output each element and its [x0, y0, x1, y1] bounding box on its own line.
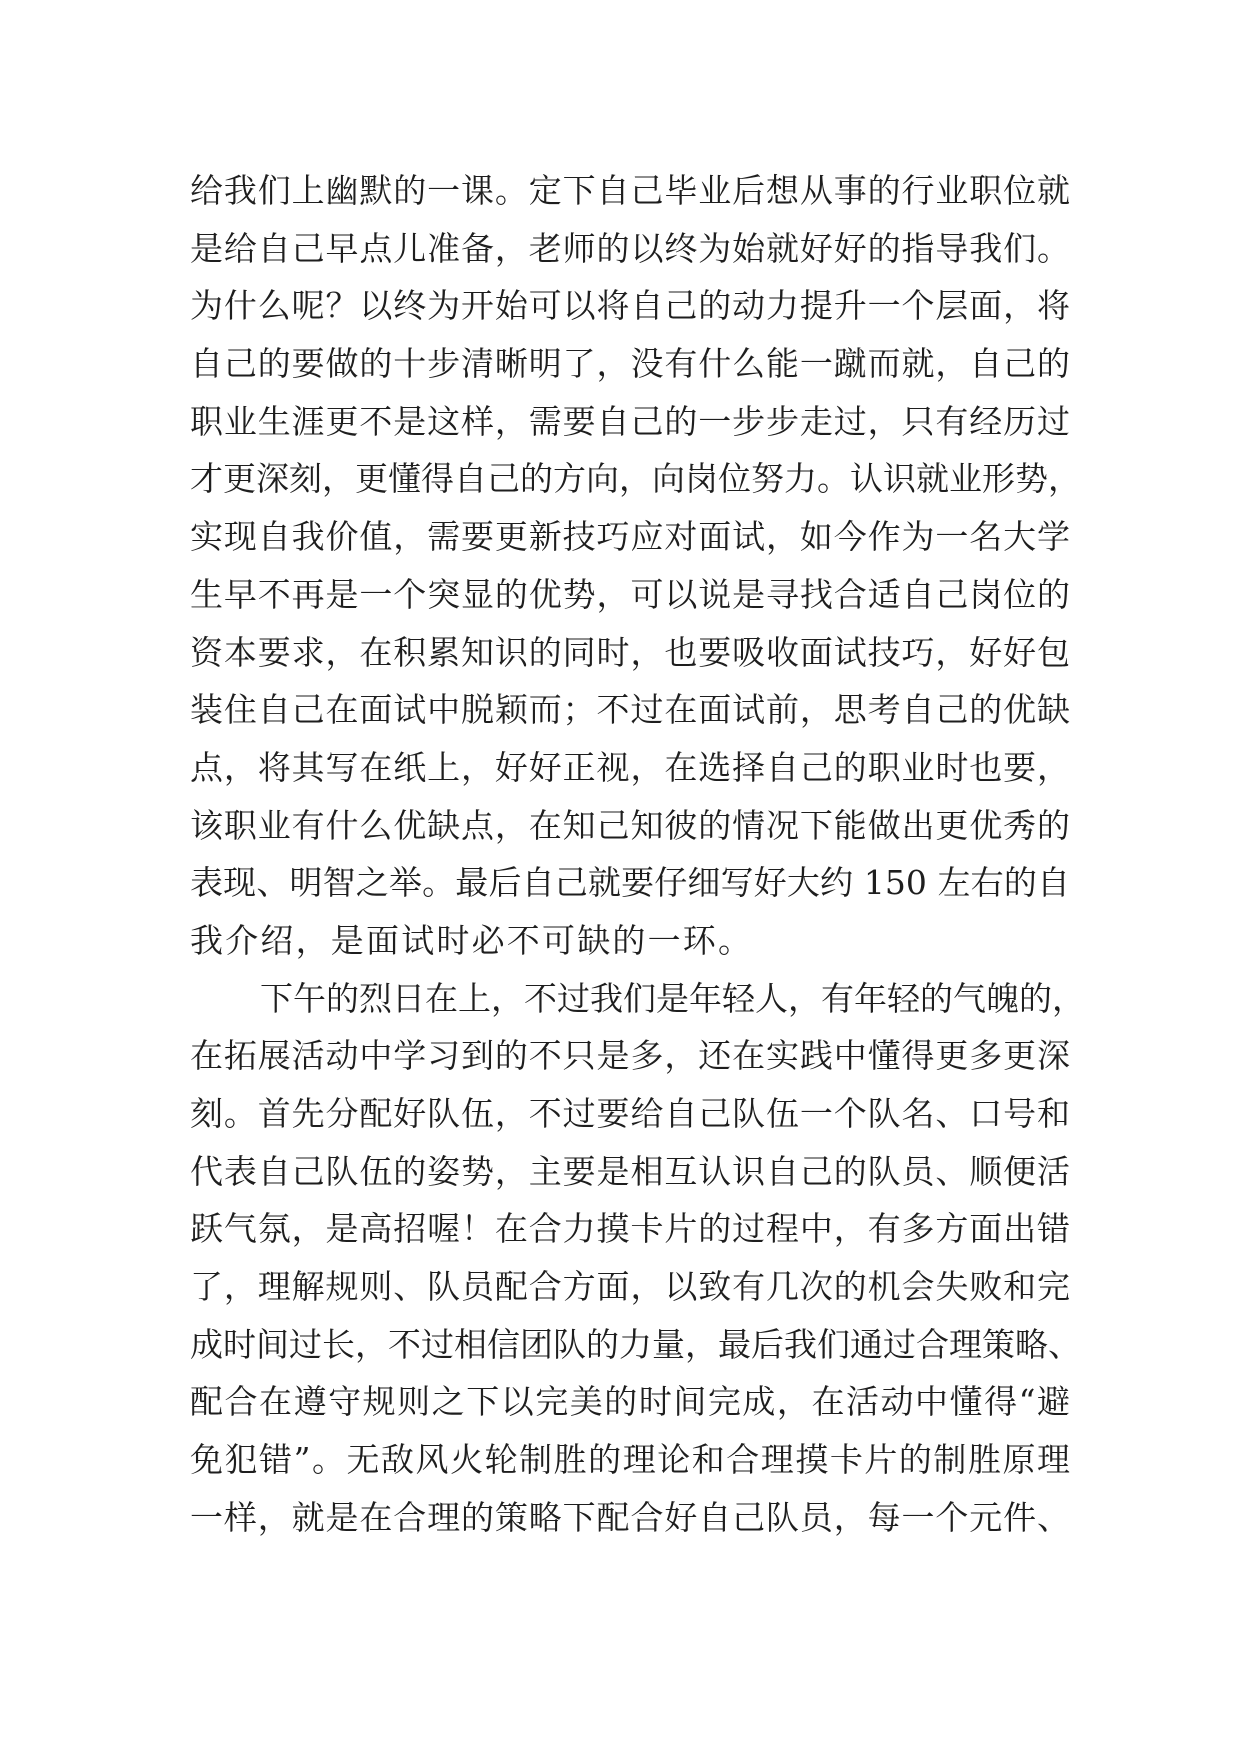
text-line: 资本要求，在积累知识的同时，也要吸收面试技巧，好好包	[190, 632, 1070, 672]
text-line: 成时间过长，不过相信团队的力量，最后我们通过合理策略、	[190, 1324, 1081, 1364]
paragraph-start-line: 下午的烈日在上，不过我们是年轻人，有年轻的气魄的，	[260, 978, 1085, 1018]
text-line: 刻。首先分配好队伍，不过要给自己队伍一个队名、口号和	[190, 1094, 1070, 1133]
text-line: 职业生涯更不是这样，需要自己的一步步走过，只有经历过	[190, 401, 1070, 441]
text-line: 了，理解规则、队员配合方面，以致有几次的机会失败和完	[190, 1267, 1070, 1307]
text-line: 代表自己队伍的姿势，主要是相互认识自己的队员、顺便活	[190, 1151, 1070, 1191]
text-line: 给我们上幽默的一课。定下自己毕业后想从事的行业职位就	[190, 171, 1070, 210]
text-line: 免犯错”。无敌风火轮制胜的理论和合理摸卡片的制胜原理	[190, 1440, 1070, 1480]
text-line: 装住自己在面试中脱颖而；不过在面试前，思考自己的优缺	[190, 690, 1070, 730]
text-line: 该职业有什么优缺点，在知己知彼的情况下能做出更优秀的	[190, 805, 1070, 845]
text-line: 配合在遵守规则之下以完美的时间完成，在活动中懂得“避	[190, 1382, 1070, 1422]
text-line: 才更深刻，更懂得自己的方向，向岗位努力。认识就业形势，	[190, 459, 1081, 499]
text-line: 自己的要做的十步清晰明了，没有什么能一蹴而就，自己的	[190, 344, 1070, 384]
text-line: 跃气氛，是高招喔！在合力摸卡片的过程中，有多方面出错	[190, 1209, 1070, 1249]
text-line: 在拓展活动中学习到的不只是多，还在实践中懂得更多更深	[190, 1036, 1070, 1076]
text-line: 是给自己早点儿准备，老师的以终为始就好好的指导我们。	[190, 228, 1070, 268]
paragraph-end-line: 我介绍，是面试时必不可缺的一环。	[190, 920, 754, 960]
text-line: 为什么呢？以终为开始可以将自己的动力提升一个层面，将	[190, 286, 1070, 326]
text-line: 表现、明智之举。最后自己就要仔细写好大约 150 左右的自	[190, 863, 1070, 903]
text-line: 生早不再是一个突显的优势，可以说是寻找合适自己岗位的	[190, 574, 1070, 614]
body-text	[190, 162, 1085, 1547]
text-line: 实现自我价值，需要更新技巧应对面试，如今作为一名大学	[190, 517, 1070, 557]
text-line: 一样，就是在合理的策略下配合好自己队员，每一个元件、	[190, 1497, 1070, 1537]
text-line: 点，将其写在纸上，好好正视，在选择自己的职业时也要，	[190, 747, 1070, 787]
